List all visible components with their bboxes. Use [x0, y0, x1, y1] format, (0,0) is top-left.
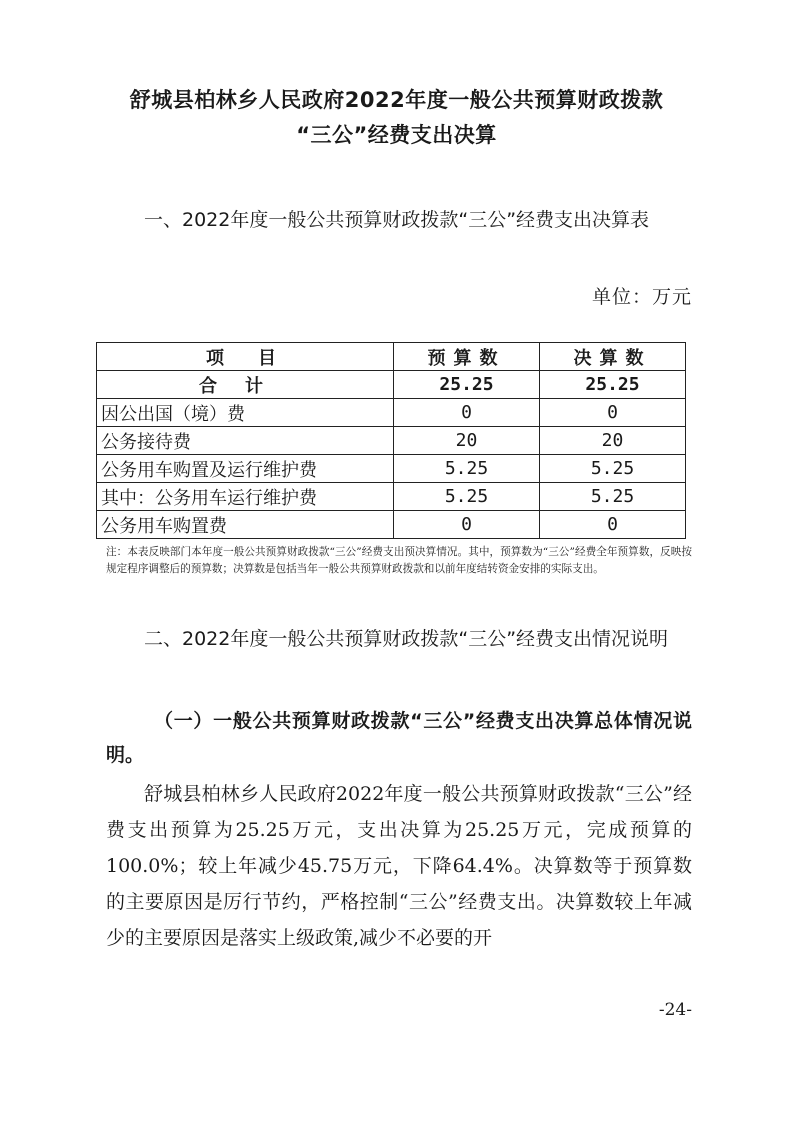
row-final: 5.25 [540, 455, 686, 483]
table-row [97, 483, 686, 511]
section-2-subheading: （一）一般公共预算财政拨款“三公”经费支出决算总体情况说明。 [106, 710, 692, 766]
table-row [97, 455, 686, 483]
total-label: 合计 [97, 371, 394, 399]
total-budget: 25.25 [394, 371, 540, 399]
section-2-heading: 二、2022年度一般公共预算财政拨款“三公”经费支出情况说明 [144, 628, 669, 650]
row-label: 其中：公务用车运行维护费 [97, 483, 394, 511]
table-note: 注：本表反映部门本年度一般公共预算财政拨款“三公”经费支出预决算情况。其中，预算数为“三公”经费全年预算数，反映按规定程序调整后的预算数；决算数是包括当年一般公共预算财政拨款和以前年度结转资金安排的实际支出。 [106, 546, 692, 575]
row-final: 20 [540, 427, 686, 455]
table-header-row [97, 343, 686, 371]
header-budget: 预算数 [394, 343, 540, 371]
row-label: 公务接待费 [97, 427, 394, 455]
row-label: 公务用车购置及运行维护费 [97, 455, 394, 483]
table-row [97, 399, 686, 427]
row-label: 因公出国（境）费 [97, 399, 394, 427]
table-row [97, 427, 686, 455]
row-label: 公务用车购置费 [97, 511, 394, 539]
row-budget: 0 [394, 511, 540, 539]
page-number: -24- [658, 1000, 692, 1020]
header-item: 项 目 [97, 343, 394, 371]
row-final: 5.25 [540, 483, 686, 511]
table-row-total [97, 371, 686, 399]
row-budget: 5.25 [394, 455, 540, 483]
unit-label: 单位：万元 [591, 286, 692, 308]
table-row [97, 511, 686, 539]
document-title-line-1: 舒城县柏林乡人民政府2022年度一般公共预算财政拨款 [129, 88, 664, 112]
header-final: 决算数 [540, 343, 686, 371]
row-budget: 5.25 [394, 483, 540, 511]
row-final: 0 [540, 511, 686, 539]
section-2-body: 舒城县柏林乡人民政府2022年度一般公共预算财政拨款“三公”经费支出预算为25.25万元，支出决算为25.25万元，完成预算的100.0%；较上年减少45.75万元，下降64.4%。决算数等于预算数的主要原因是厉行节约，严格控制“三公”经费支出。决算数较上年减少的主要原因是落实上级政策,减少不必要的开 [106, 783, 692, 949]
row-budget: 0 [394, 399, 540, 427]
three-public-expenses-table [96, 342, 686, 539]
row-budget: 20 [394, 427, 540, 455]
row-final: 0 [540, 399, 686, 427]
document-title-line-2: “三公”经费支出决算 [296, 123, 497, 147]
total-final: 25.25 [540, 371, 686, 399]
section-1-heading: 一、2022年度一般公共预算财政拨款“三公”经费支出决算表 [144, 209, 650, 231]
